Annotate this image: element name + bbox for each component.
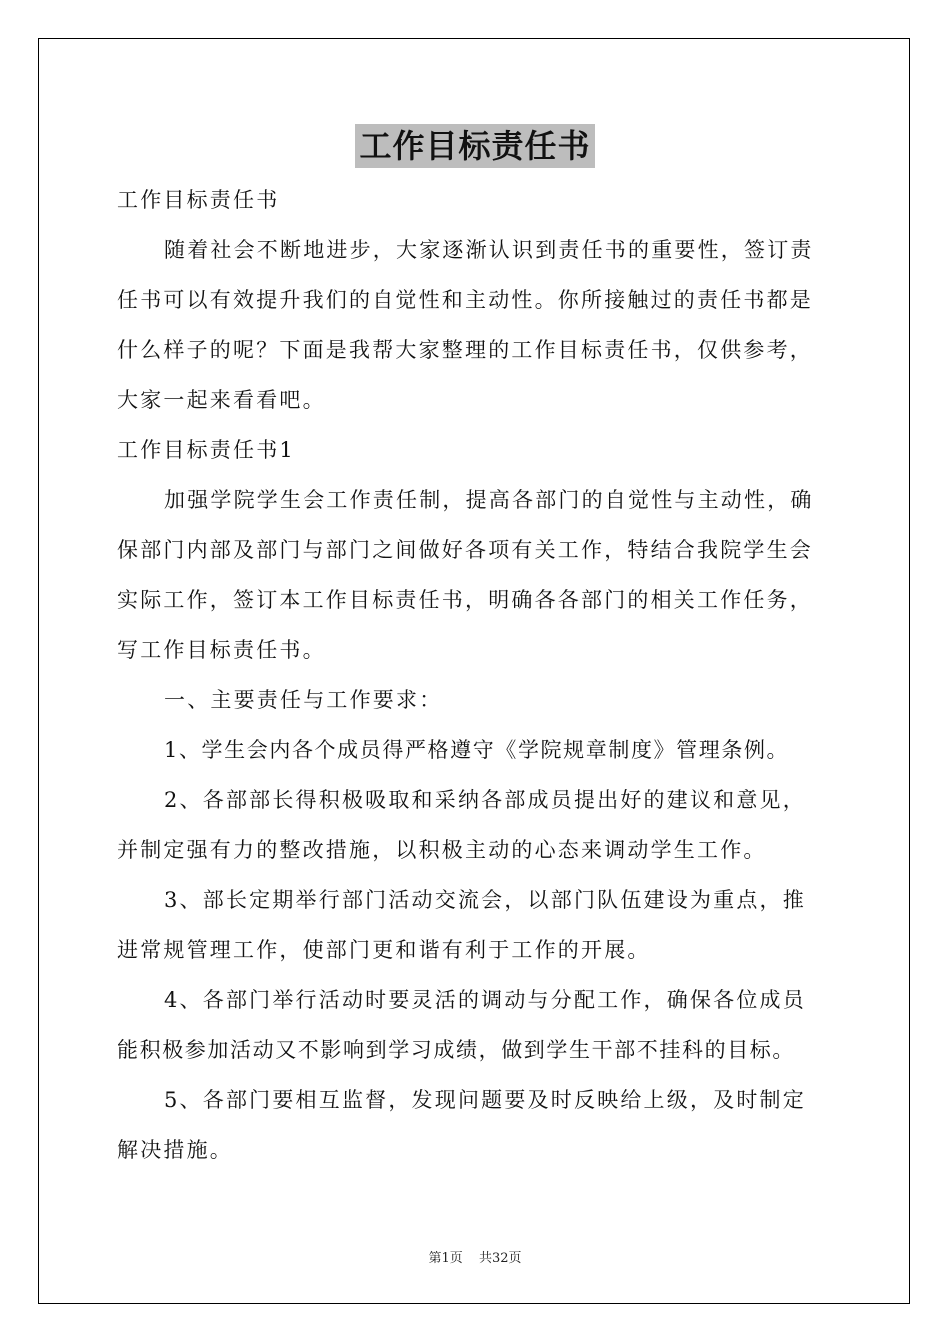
- body-line: 大家一起来看看吧。: [117, 388, 326, 412]
- list-item: 5、各部门要相互监督，发现问题要及时反映给上级，及时制定: [164, 1088, 806, 1112]
- list-item-continuation: 进常规管理工作，使部门更和谐有利于工作的开展。: [117, 938, 651, 962]
- list-item: 2、各部部长得积极吸取和采纳各部成员提出好的建议和意见，: [164, 788, 806, 812]
- list-item-continuation: 并制定强有力的整改措施，以积极主动的心态来调动学生工作。: [117, 838, 767, 862]
- section-heading: 工作目标责任书1: [117, 438, 295, 462]
- body-line: 实际工作，签订本工作目标责任书，明确各各部门的相关工作任务，: [117, 588, 813, 612]
- body-line: 保部门内部及部门与部门之间做好各项有关工作，特结合我院学生会: [117, 538, 813, 562]
- list-item: 3、部长定期举行部门活动交流会，以部门队伍建设为重点，推: [164, 888, 806, 912]
- page-footer: [0, 1247, 950, 1266]
- list-item-continuation: 解决措施。: [117, 1138, 233, 1162]
- list-item: 4、各部门举行活动时要灵活的调动与分配工作，确保各位成员: [164, 988, 806, 1012]
- body-line: 加强学院学生会工作责任制，提高各部门的自觉性与主动性，确: [164, 488, 814, 512]
- list-item: 1、学生会内各个成员得严格遵守《学院规章制度》管理条例。: [164, 738, 790, 762]
- page-total: 共32页: [478, 1251, 522, 1266]
- body-line: 什么样子的呢？下面是我帮大家整理的工作目标责任书，仅供参考，: [117, 338, 813, 362]
- body-line: 随着社会不断地进步，大家逐渐认识到责任书的重要性，签订责: [164, 238, 814, 262]
- list-heading: 一、主要责任与工作要求：: [164, 688, 443, 712]
- title-container: [0, 124, 950, 168]
- page-number: 第1页: [428, 1251, 463, 1266]
- list-item-continuation: 能积极参加活动又不影响到学习成绩，做到学生干部不挂科的目标。: [117, 1038, 795, 1062]
- body-line: 任书可以有效提升我们的自觉性和主动性。你所接触过的责任书都是: [117, 288, 813, 312]
- subtitle-line: 工作目标责任书: [117, 188, 280, 212]
- body-line: 写工作目标责任书。: [117, 638, 326, 662]
- document-title: 工作目标责任书: [355, 124, 594, 168]
